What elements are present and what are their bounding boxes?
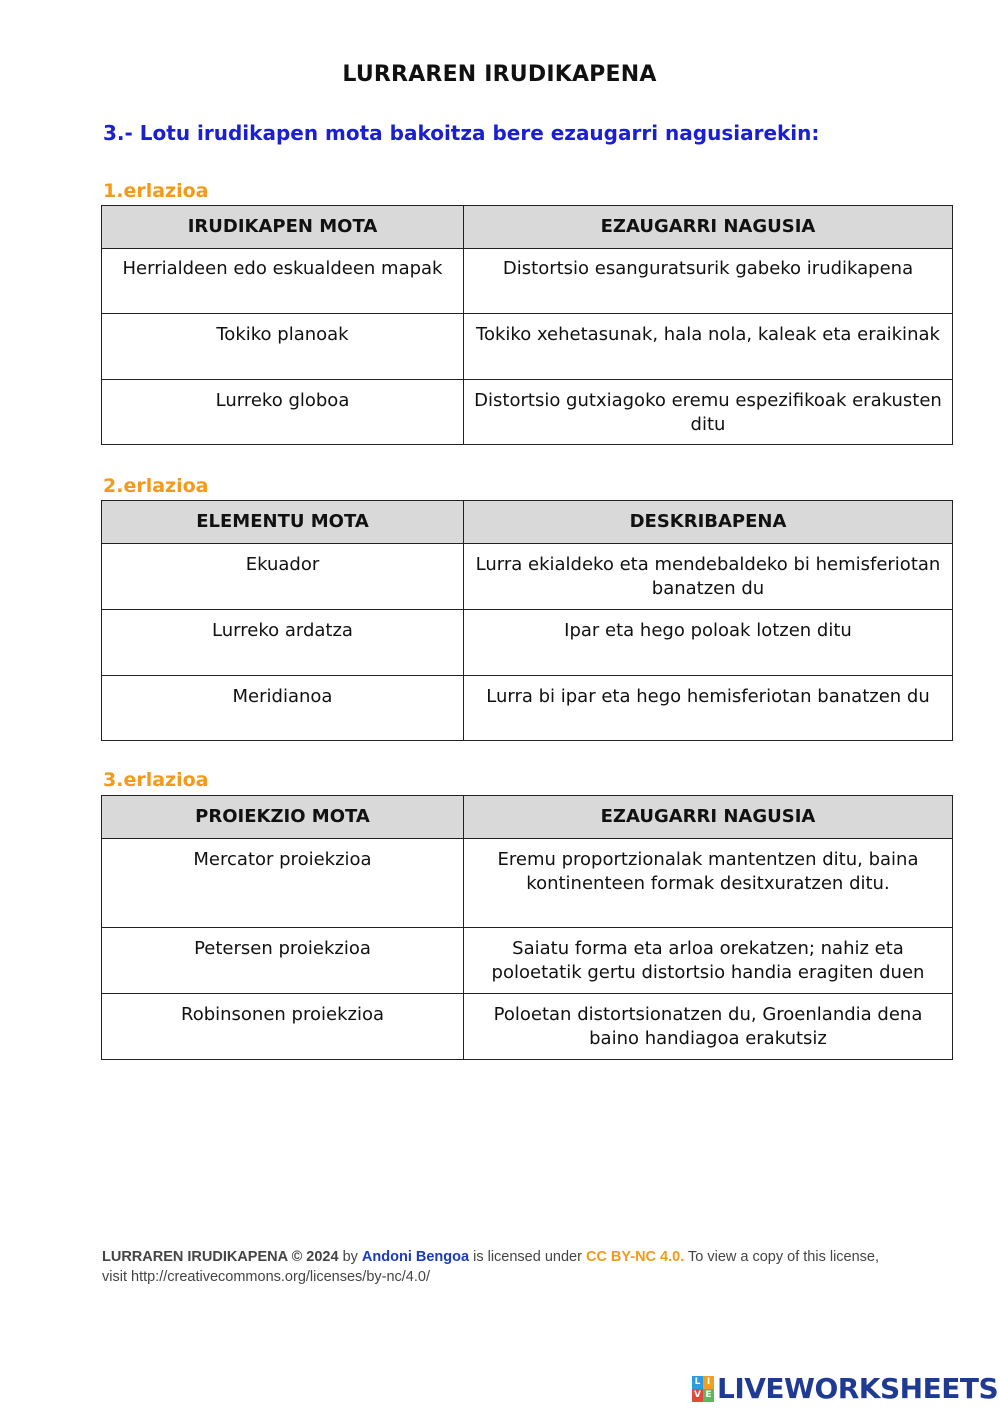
logo-letter: I [703, 1376, 714, 1389]
relation-3-table [101, 795, 953, 1060]
liveworksheets-wordmark: LIVEWORKSHEETS [717, 1372, 999, 1405]
relation-2-label: 2.erlazioa [103, 475, 209, 497]
footer-rest: To view a copy of this license, visit http://creativecommons.org/licenses/by-nc/4.0/ [102, 1249, 880, 1285]
table-cell-type[interactable]: Meridianoa [102, 676, 464, 741]
column-header: EZAUGARRI NAGUSIA [464, 796, 953, 839]
table-cell-type[interactable]: Petersen proiekzioa [102, 928, 464, 994]
footer-license-link[interactable]: CC BY-NC 4.0. [585, 1249, 685, 1265]
table-row [102, 994, 953, 1060]
logo-letter: E [703, 1389, 714, 1402]
column-header: IRUDIKAPEN MOTA [102, 206, 464, 249]
table-cell-type[interactable]: Robinsonen proiekzioa [102, 994, 464, 1060]
column-header: PROIEKZIO MOTA [102, 796, 464, 839]
table-cell-description[interactable]: Saiatu forma eta arloa orekatzen; nahiz eta poloetatik gertu distortsio handia eragiten duen [464, 928, 953, 994]
table-row [102, 839, 953, 928]
column-header: DESKRIBAPENA [464, 501, 953, 544]
license-footer [102, 1247, 902, 1287]
table-header-row [102, 206, 953, 249]
table-row [102, 544, 953, 610]
table-row [102, 249, 953, 314]
footer-by: by [338, 1249, 362, 1265]
question-heading: 3.- Lotu irudikapen mota bakoitza bere ezaugarri nagusiarekin: [103, 121, 820, 145]
footer-work-title: LURRAREN IRUDIKAPENA © 2024 [102, 1249, 339, 1265]
table-header-row [102, 501, 953, 544]
table-row [102, 928, 953, 994]
table-cell-type[interactable]: Tokiko planoak [102, 314, 464, 380]
relation-1-label: 1.erlazioa [103, 180, 209, 202]
relation-3-label: 3.erlazioa [103, 769, 209, 791]
table-row [102, 610, 953, 676]
relation-1-table [101, 205, 953, 445]
column-header: EZAUGARRI NAGUSIA [464, 206, 953, 249]
page-title: LURRAREN IRUDIKAPENA [342, 62, 657, 87]
table-cell-description[interactable]: Lurra ekialdeko eta mendebaldeko bi hemisferiotan banatzen du [464, 544, 953, 610]
table-cell-description[interactable]: Distortsio gutxiagoko eremu espezifikoak erakusten ditu [464, 380, 953, 445]
table-cell-type[interactable]: Herrialdeen edo eskualdeen mapak [102, 249, 464, 314]
footer-author-link[interactable]: Andoni Bengoa [361, 1249, 470, 1265]
table-cell-type[interactable]: Lurreko ardatza [102, 610, 464, 676]
logo-letter: V [692, 1389, 703, 1402]
table-header-row [102, 796, 953, 839]
liveworksheets-brand[interactable] [692, 1372, 998, 1405]
table-cell-description[interactable]: Distortsio esanguratsurik gabeko irudikapena [464, 249, 953, 314]
relation-2-table [101, 500, 953, 741]
table-cell-type[interactable]: Mercator proiekzioa [102, 839, 464, 928]
table-cell-description[interactable]: Ipar eta hego poloak lotzen ditu [464, 610, 953, 676]
liveworksheets-logo-icon [692, 1376, 714, 1402]
table-cell-type[interactable]: Ekuador [102, 544, 464, 610]
logo-letter: L [692, 1376, 703, 1389]
table-cell-description[interactable]: Poloetan distortsionatzen du, Groenlandia dena baino handiagoa erakutsiz [464, 994, 953, 1060]
table-row [102, 676, 953, 741]
footer-licensed: is licensed under [469, 1249, 586, 1265]
table-cell-description[interactable]: Eremu proportzionalak mantentzen ditu, baina kontinenteen formak desitxuratzen ditu. [464, 839, 953, 928]
table-cell-description[interactable]: Tokiko xehetasunak, hala nola, kaleak eta eraikinak [464, 314, 953, 380]
table-row [102, 314, 953, 380]
table-cell-description[interactable]: Lurra bi ipar eta hego hemisferiotan banatzen du [464, 676, 953, 741]
table-row [102, 380, 953, 445]
column-header: ELEMENTU MOTA [102, 501, 464, 544]
table-cell-type[interactable]: Lurreko globoa [102, 380, 464, 445]
